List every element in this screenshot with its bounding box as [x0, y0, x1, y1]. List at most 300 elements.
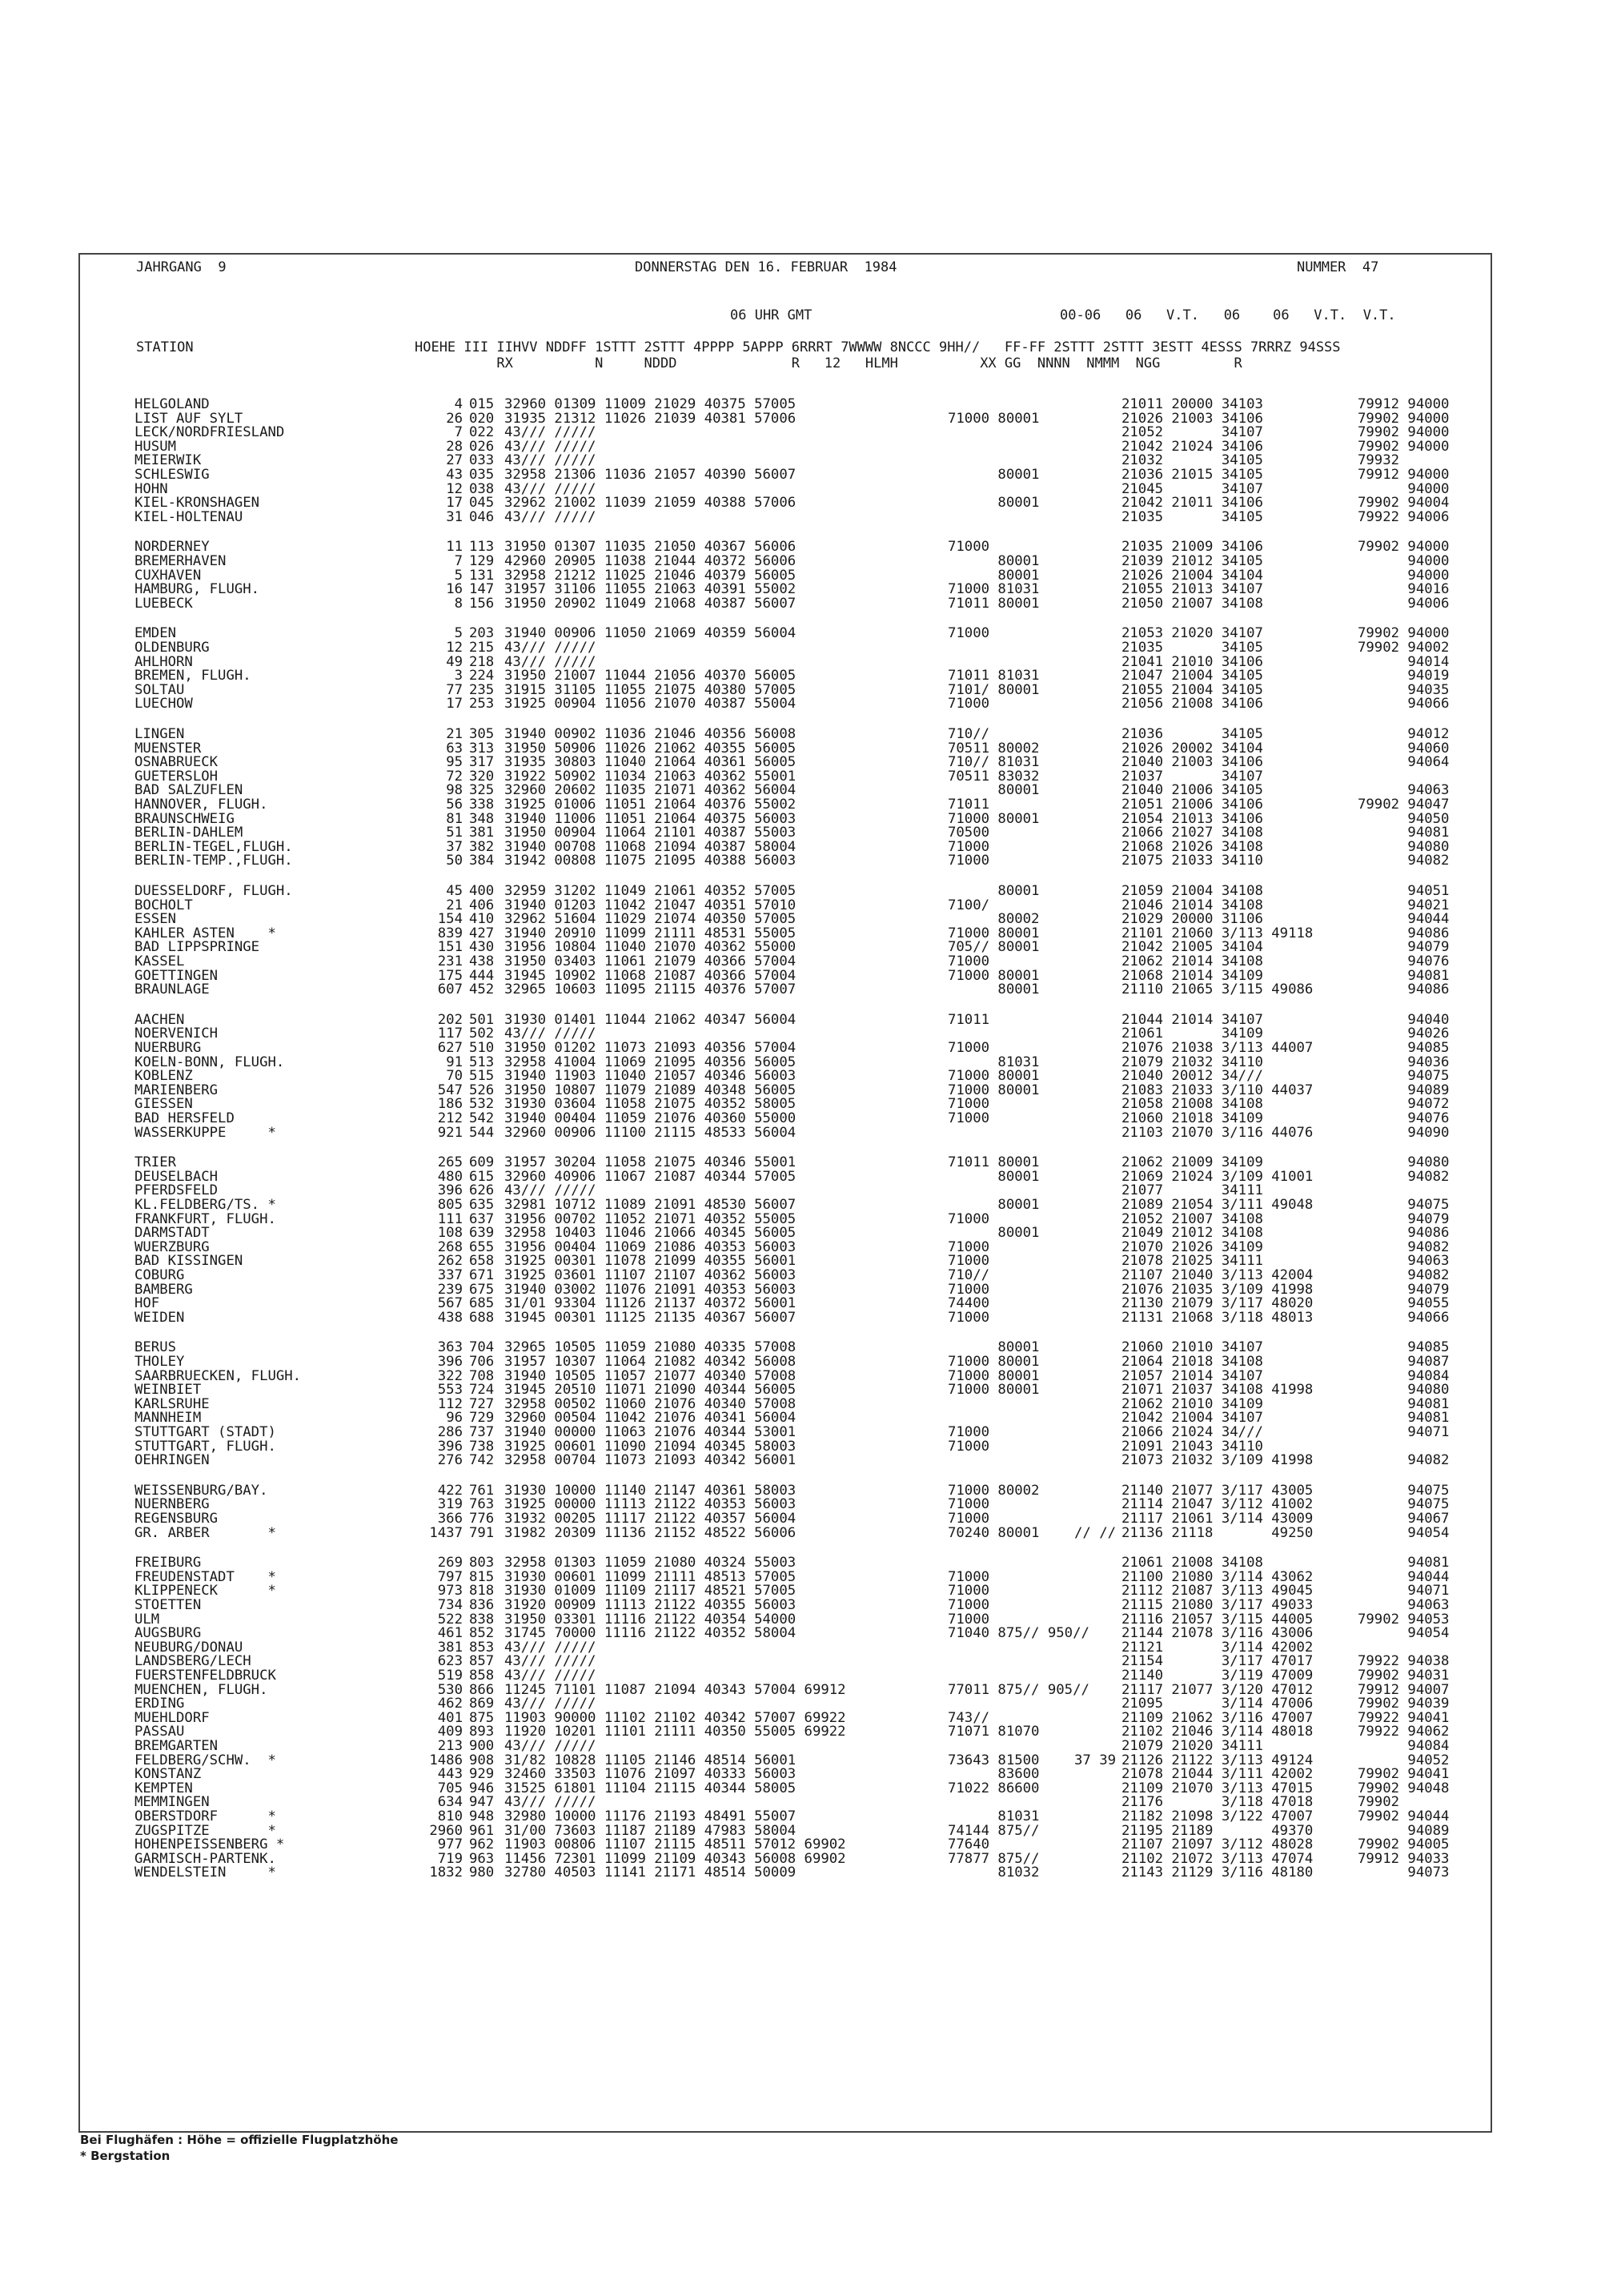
extreme-temp-groups: 21083 21033 3/110 44037 — [1122, 1082, 1314, 1098]
snow-groups: 94079 — [1358, 1281, 1450, 1298]
station-height: 95 — [446, 754, 463, 771]
extreme-temp-groups: 21102 21046 3/114 48018 — [1122, 1724, 1314, 1740]
synop-groups: 31925 00301 11078 21099 40355 56001 — [504, 1253, 796, 1270]
extreme-temp-groups: 21107 21097 3/112 48028 — [1122, 1836, 1314, 1853]
extreme-temp-groups: 21049 21012 34108 — [1122, 1225, 1263, 1242]
extreme-temp-groups: 21051 21006 34106 — [1122, 797, 1263, 813]
synop-groups: 32960 01309 11009 21029 40375 57005 — [504, 396, 796, 412]
station-height: 151 — [437, 939, 463, 956]
station-height: 522 — [437, 1611, 463, 1628]
extreme-temp-groups: 21076 21038 3/113 44007 — [1122, 1040, 1314, 1056]
station-index: 738 — [469, 1438, 495, 1455]
station-height: 56 — [446, 797, 463, 813]
station-index: 858 — [469, 1668, 495, 1684]
station-index: 706 — [469, 1354, 495, 1370]
station-index: 639 — [469, 1225, 495, 1242]
station-height: 96 — [446, 1410, 463, 1427]
synop-groups: 31957 30204 11058 21075 40346 55001 — [504, 1154, 796, 1171]
snow-groups: 94063 — [1358, 1253, 1450, 1270]
precip-cloud-groups: 70240 80001 — [948, 1524, 1040, 1541]
station-name: STOETTEN — [134, 1597, 202, 1613]
station-index: 776 — [469, 1511, 495, 1527]
snow-groups: 94085 — [1358, 1040, 1450, 1056]
station-name: AUGSBURG — [134, 1625, 202, 1642]
station-height: 12 — [446, 640, 463, 656]
extreme-temp-groups: 21011 20000 34103 — [1122, 396, 1263, 412]
station-name: MUENSTER — [134, 740, 202, 757]
station-name: WASSERKUPPE * — [134, 1124, 276, 1141]
station-height: 519 — [437, 1668, 463, 1684]
station-name: BERLIN-TEMP.,FLUGH. — [134, 853, 293, 869]
precip-cloud-groups: 7101/ 80001 — [948, 681, 1040, 698]
synop-groups: 31925 01006 11051 21064 40376 55002 — [504, 797, 796, 813]
extreme-temp-groups: 21110 21065 3/115 49086 — [1122, 981, 1314, 998]
synop-groups: 43/// ///// — [504, 1653, 596, 1670]
station-name: MARIENBERG — [134, 1082, 219, 1098]
precip-cloud-groups: 73643 81500 — [948, 1752, 1040, 1768]
precip-cloud-groups: 71011 80001 — [948, 1154, 1040, 1171]
extreme-temp-groups: 21109 21070 3/113 47015 — [1122, 1780, 1314, 1796]
extreme-temp-groups: 21117 21077 3/120 47012 — [1122, 1681, 1314, 1698]
station-height: 8 — [454, 595, 463, 612]
column-header-line2: RX N NDDD R 12 HLMH XX GG NNNN NMMM NGG R — [136, 355, 1242, 371]
precip-cloud-groups: 71000 80002 — [948, 1482, 1040, 1499]
station-name: HOHN — [134, 480, 168, 497]
station-index: 675 — [469, 1281, 495, 1298]
station-height: 11 — [446, 539, 463, 556]
station-name: MEIERWIK — [134, 452, 202, 469]
station-name: TRIER — [134, 1154, 177, 1171]
extreme-temp-groups: 21046 21014 34108 — [1122, 897, 1263, 913]
station-height: 112 — [437, 1395, 463, 1412]
station-index: 626 — [469, 1182, 495, 1199]
extreme-temp-groups: 21071 21037 34108 41998 — [1122, 1382, 1314, 1399]
precip-cloud-groups: 81031 — [948, 1054, 1040, 1070]
snow-groups: 94066 — [1358, 696, 1450, 712]
synop-groups: 31982 20309 11136 21152 48522 56006 — [504, 1524, 796, 1541]
synop-groups: 43/// ///// — [504, 1639, 596, 1656]
station-index: 893 — [469, 1724, 495, 1740]
synop-groups: 31935 21312 11026 21039 40381 57006 — [504, 410, 796, 427]
snow-groups: 94000 — [1358, 567, 1450, 584]
station-name: LIST AUF SYLT — [134, 410, 243, 427]
precip-cloud-groups: 71000 — [948, 1281, 990, 1298]
snow-groups: 94080 — [1358, 1154, 1450, 1171]
station-name: BAD LIPPSPRINGE — [134, 939, 260, 956]
synop-groups: 43/// ///// — [504, 480, 596, 497]
station-index: 946 — [469, 1780, 495, 1796]
station-index: 688 — [469, 1309, 495, 1326]
snow-groups: 79902 94000 — [1358, 410, 1450, 427]
precip-cloud-groups: 83600 — [948, 1766, 1040, 1783]
station-index: 129 — [469, 553, 495, 569]
synop-groups: 43/// ///// — [504, 1026, 596, 1042]
snow-groups: 79912 94007 — [1358, 1681, 1450, 1698]
snow-groups: 79902 94041 — [1358, 1766, 1450, 1783]
station-height: 12 — [446, 480, 463, 497]
snow-groups: 79902 94000 — [1358, 625, 1450, 642]
precip-cloud-groups: 71000 — [948, 1597, 990, 1613]
station-index: 113 — [469, 539, 495, 556]
station-height: 154 — [437, 911, 463, 928]
synop-groups: 31925 00904 11056 21070 40387 55004 — [504, 696, 796, 712]
precip-cloud-groups: 71000 80001 — [948, 1082, 1040, 1098]
station-height: 547 — [437, 1082, 463, 1098]
precip-cloud-groups: 71000 81031 — [948, 581, 1040, 598]
station-index: 671 — [469, 1267, 495, 1283]
snow-groups: 94072 — [1358, 1096, 1450, 1113]
extreme-temp-groups: 21144 21078 3/116 43006 — [1122, 1625, 1314, 1642]
snow-groups: 94081 — [1358, 1410, 1450, 1427]
snow-groups: 79902 94044 — [1358, 1808, 1450, 1824]
station-name: HELGOLAND — [134, 396, 210, 412]
synop-groups: 32960 00906 11100 21115 48533 56004 — [504, 1124, 796, 1141]
synop-groups: 31945 20510 11071 21090 40344 56005 — [504, 1382, 796, 1399]
precip-cloud-groups: 81032 — [948, 1864, 1040, 1881]
column-header-line1: STATION HOEHE III IIHVV NDDFF 1STTT 2STTT 4PPPP 5APPP 6RRRT 7WWWW 8NCCC 9HH// FF-FF 2STTT 2STTT 3ESTT 4ESSS 7RRRZ 94SSS — [136, 339, 1341, 355]
snow-groups: 94071 — [1358, 1424, 1450, 1440]
station-index: 727 — [469, 1395, 495, 1412]
synop-groups: 31950 20902 11049 21068 40387 56007 — [504, 595, 796, 612]
station-name: KAHLER ASTEN * — [134, 925, 276, 941]
station-index: 929 — [469, 1766, 495, 1783]
snow-groups: 94084 — [1358, 1367, 1450, 1384]
precip-cloud-groups: 71000 — [948, 953, 990, 969]
synop-groups: 31940 00902 11036 21046 40356 56008 — [504, 726, 796, 742]
extreme-temp-groups: 21112 21087 3/113 49045 — [1122, 1583, 1314, 1600]
group-header-right: 00-06 06 V.T. 06 06 V.T. V.T. — [1060, 307, 1396, 323]
extreme-temp-groups: 21042 21004 34107 — [1122, 1410, 1263, 1427]
extreme-temp-groups: 21079 21032 34110 — [1122, 1054, 1263, 1070]
precip-cloud-groups: 71011 80001 — [948, 595, 1040, 612]
snow-groups: 94090 — [1358, 1124, 1450, 1141]
station-height: 77 — [446, 681, 463, 698]
synop-groups: 32960 40906 11067 21087 40344 57005 — [504, 1168, 796, 1185]
station-name: WEIDEN — [134, 1309, 185, 1326]
extreme-temp-groups: 21029 20000 31106 — [1122, 911, 1263, 928]
station-index: 147 — [469, 581, 495, 598]
synop-groups: 31940 00708 11068 21094 40387 58004 — [504, 838, 796, 855]
station-index: 338 — [469, 797, 495, 813]
precip-cloud-groups: 71011 81031 — [948, 668, 1040, 684]
extreme-temp-groups: 21054 21013 34106 — [1122, 810, 1263, 827]
synop-groups: 31950 21007 11044 21056 40370 56005 — [504, 668, 796, 684]
station-name: AHLHORN — [134, 653, 193, 670]
station-name: OSNABRUECK — [134, 754, 219, 771]
synop-groups: 31940 10505 11057 21077 40340 57008 — [504, 1367, 796, 1384]
station-height: 480 — [437, 1168, 463, 1185]
precip-cloud-groups: 71011 — [948, 1011, 990, 1028]
station-name: DEUSELBACH — [134, 1168, 219, 1185]
precip-cloud-groups: 71000 — [948, 1611, 990, 1628]
synop-groups: 31940 00404 11059 21076 40360 55000 — [504, 1110, 796, 1126]
extreme-temp-groups: 21052 21007 34108 — [1122, 1210, 1263, 1227]
extreme-temp-groups: 21091 21043 34110 — [1122, 1438, 1263, 1455]
snow-groups: 94080 — [1358, 1382, 1450, 1399]
precip-cloud-groups: 80001 — [948, 981, 1040, 998]
date-label: DONNERSTAG DEN 16. FEBRUAR 1984 — [635, 259, 897, 275]
synop-groups: 31525 61801 11104 21115 40344 58005 — [504, 1780, 796, 1796]
station-index: 818 — [469, 1583, 495, 1600]
extreme-temp-groups: 21050 21007 34108 — [1122, 595, 1263, 612]
station-height: 567 — [437, 1295, 463, 1312]
snow-groups: 94081 — [1358, 825, 1450, 841]
station-name: OEHRINGEN — [134, 1452, 210, 1469]
station-height: 117 — [437, 1026, 463, 1042]
station-name: LUEBECK — [134, 595, 193, 612]
station-height: 91 — [446, 1054, 463, 1070]
station-name: NUERBURG — [134, 1040, 202, 1056]
station-height: 627 — [437, 1040, 463, 1056]
station-name: FUERSTENFELDBRUCK — [134, 1668, 276, 1684]
precip-cloud-groups: 80001 — [948, 495, 1040, 512]
synop-groups: 43/// ///// — [504, 424, 596, 441]
station-height: 269 — [437, 1555, 463, 1571]
wind-gust-group: // // — [1074, 1524, 1117, 1541]
synop-groups: 31922 50902 11034 21063 40362 55001 — [504, 768, 796, 785]
station-height: 7 — [454, 424, 463, 441]
extreme-temp-groups: 21040 21006 34105 — [1122, 782, 1263, 799]
station-height: 239 — [437, 1281, 463, 1298]
station-name: GR. ARBER * — [134, 1524, 276, 1541]
extreme-temp-groups: 21078 21044 3/111 42002 — [1122, 1766, 1314, 1783]
synop-groups: 32780 40503 11141 21171 48514 50009 — [504, 1864, 796, 1881]
station-index: 410 — [469, 911, 495, 928]
extreme-temp-groups: 21036 34105 — [1122, 726, 1263, 742]
station-height: 16 — [446, 581, 463, 598]
snow-groups: 94014 — [1358, 653, 1450, 670]
station-name: LECK/NORDFRIESLAND — [134, 424, 285, 441]
station-name: THOLEY — [134, 1354, 185, 1370]
synop-groups: 32980 10000 11176 21193 48491 55007 — [504, 1808, 796, 1824]
precip-cloud-groups: 71011 — [948, 797, 990, 813]
synop-groups: 31950 03301 11116 21122 40354 54000 — [504, 1611, 796, 1628]
station-height: 286 — [437, 1424, 463, 1440]
station-height: 175 — [437, 967, 463, 984]
station-index: 501 — [469, 1011, 495, 1028]
weather-table-sheet — [78, 253, 1492, 2133]
station-name: ERDING — [134, 1696, 185, 1712]
station-height: 973 — [437, 1583, 463, 1600]
synop-groups: 31956 00702 11052 21071 40352 55005 — [504, 1210, 796, 1227]
synop-groups: 31930 00601 11099 21111 48513 57005 — [504, 1568, 796, 1585]
station-name: BREMGARTEN — [134, 1738, 219, 1754]
station-name: GOETTINGEN — [134, 967, 219, 984]
station-index: 452 — [469, 981, 495, 998]
station-index: 325 — [469, 782, 495, 799]
extreme-temp-groups: 21041 21010 34106 — [1122, 653, 1263, 670]
extreme-temp-groups: 21126 21122 3/113 49124 — [1122, 1752, 1314, 1768]
station-height: 1437 — [429, 1524, 463, 1541]
station-index: 035 — [469, 467, 495, 483]
station-name: KLIPPENECK * — [134, 1583, 276, 1600]
precip-cloud-groups: 80001 — [948, 782, 1040, 799]
snow-groups: 94082 — [1358, 1267, 1450, 1283]
precip-cloud-groups: 71000 — [948, 1238, 990, 1255]
station-name: NEUBURG/DONAU — [134, 1639, 243, 1656]
station-height: 202 — [437, 1011, 463, 1028]
extreme-temp-groups: 21131 21068 3/118 48013 — [1122, 1309, 1314, 1326]
station-height: 553 — [437, 1382, 463, 1399]
synop-groups: 32962 21002 11039 21059 40388 57006 — [504, 495, 796, 512]
precip-cloud-groups: 705// 80001 — [948, 939, 1040, 956]
synop-groups: 32958 00502 11060 21076 40340 57008 — [504, 1395, 796, 1412]
precip-cloud-groups: 71000 80001 — [948, 1382, 1040, 1399]
snow-groups: 79902 94031 — [1358, 1668, 1450, 1684]
station-name: FREIBURG — [134, 1555, 202, 1571]
extreme-temp-groups: 21055 21013 34107 — [1122, 581, 1263, 598]
synop-groups: 31745 70000 11116 21122 40352 58004 — [504, 1625, 796, 1642]
synop-groups: 31930 03604 11058 21075 40352 58005 — [504, 1096, 796, 1113]
snow-groups: 94081 — [1358, 1555, 1450, 1571]
station-index: 020 — [469, 410, 495, 427]
snow-groups: 94044 — [1358, 1568, 1450, 1585]
precip-cloud-groups: 81031 — [948, 1808, 1040, 1824]
extreme-temp-groups: 21068 21014 34109 — [1122, 967, 1263, 984]
snow-groups: 94000 — [1358, 480, 1450, 497]
station-index: 215 — [469, 640, 495, 656]
synop-groups: 31945 10902 11068 21087 40366 57004 — [504, 967, 796, 984]
snow-groups: 94075 — [1358, 1068, 1450, 1085]
jahrgang-label: JAHRGANG 9 — [136, 259, 227, 275]
station-index: 857 — [469, 1653, 495, 1670]
station-name: SOLTAU — [134, 681, 185, 698]
synop-groups: 43/// ///// — [504, 653, 596, 670]
precip-cloud-groups: 74144 875// — [948, 1822, 1040, 1839]
extreme-temp-groups: 21032 34105 — [1122, 452, 1263, 469]
precip-cloud-groups: 80001 — [948, 1168, 1040, 1185]
station-name: BREMERHAVEN — [134, 553, 227, 569]
synop-groups: 43/// ///// — [504, 1182, 596, 1199]
station-index: 853 — [469, 1639, 495, 1656]
snow-groups: 94055 — [1358, 1295, 1450, 1312]
station-index: 320 — [469, 768, 495, 785]
station-index: 615 — [469, 1168, 495, 1185]
station-height: 977 — [437, 1836, 463, 1853]
precip-cloud-groups: 71000 80001 — [948, 925, 1040, 941]
wind-gust-group: 37 39 — [1074, 1752, 1117, 1768]
precip-cloud-groups: 71000 — [948, 1438, 990, 1455]
station-index: 224 — [469, 668, 495, 684]
synop-groups: 32962 51604 11029 21074 40350 57005 — [504, 911, 796, 928]
station-index: 852 — [469, 1625, 495, 1642]
station-index: 313 — [469, 740, 495, 757]
snow-groups: 94071 — [1358, 1583, 1450, 1600]
station-index: 962 — [469, 1836, 495, 1853]
extreme-temp-groups: 21055 21004 34105 — [1122, 681, 1263, 698]
extreme-temp-groups: 21061 34109 — [1122, 1026, 1263, 1042]
station-name: OLDENBURG — [134, 640, 210, 656]
extreme-temp-groups: 21078 21025 34111 — [1122, 1253, 1263, 1270]
synop-groups: 43/// ///// — [504, 508, 596, 525]
precip-cloud-groups: 71000 80001 — [948, 1367, 1040, 1384]
synop-groups: 43/// ///// — [504, 1794, 596, 1811]
station-index: 526 — [469, 1082, 495, 1098]
station-height: 5 — [454, 567, 463, 584]
synop-groups: 31925 00000 11113 21122 40353 56003 — [504, 1496, 796, 1513]
precip-cloud-groups: 80001 — [948, 553, 1040, 569]
extreme-temp-groups: 21103 21070 3/116 44076 — [1122, 1124, 1314, 1141]
extreme-temp-groups: 21154 3/117 47017 — [1122, 1653, 1314, 1670]
snow-groups: 94036 — [1358, 1054, 1450, 1070]
precip-cloud-groups: 80001 — [948, 1339, 1040, 1356]
station-name: NOERVENICH — [134, 1026, 219, 1042]
extreme-temp-groups: 21116 21057 3/115 44005 — [1122, 1611, 1314, 1628]
station-name: HANNOVER, FLUGH. — [134, 797, 268, 813]
extreme-temp-groups: 21140 21077 3/117 43005 — [1122, 1482, 1314, 1499]
precip-cloud-groups: 80001 — [948, 1197, 1040, 1213]
snow-groups: 94019 — [1358, 668, 1450, 684]
synop-groups: 43/// ///// — [504, 1738, 596, 1754]
station-index: 131 — [469, 567, 495, 584]
extreme-temp-groups: 21114 21047 3/112 41002 — [1122, 1496, 1314, 1513]
precip-cloud-groups: 71071 81070 — [948, 1724, 1040, 1740]
snow-groups: 79902 94048 — [1358, 1780, 1450, 1796]
snow-groups: 94016 — [1358, 581, 1450, 598]
station-index: 203 — [469, 625, 495, 642]
station-index: 532 — [469, 1096, 495, 1113]
station-name: PASSAU — [134, 1724, 185, 1740]
snow-groups: 79912 94033 — [1358, 1850, 1450, 1867]
station-name: PFERDSFELD — [134, 1182, 219, 1199]
station-name: LANDSBERG/LECH — [134, 1653, 251, 1670]
extreme-temp-groups: 21057 21014 34107 — [1122, 1367, 1263, 1384]
station-name: BOCHOLT — [134, 897, 193, 913]
synop-groups: 32958 00704 11073 21093 40342 56001 — [504, 1452, 796, 1469]
synop-groups: 32958 10403 11046 21066 40345 56005 — [504, 1225, 796, 1242]
station-index: 708 — [469, 1367, 495, 1384]
precip-cloud-groups: 710// — [948, 726, 990, 742]
snow-groups: 94082 — [1358, 853, 1450, 869]
snow-groups: 94082 — [1358, 1168, 1450, 1185]
synop-groups: 32981 10712 11089 21091 48530 56007 — [504, 1197, 796, 1213]
synop-groups: 32959 31202 11049 21061 40352 57005 — [504, 883, 796, 899]
synop-groups: 31920 00909 11113 21122 40355 56003 — [504, 1597, 796, 1613]
synop-groups: 31932 00205 11117 21122 40357 56004 — [504, 1511, 796, 1527]
snow-groups: 94079 — [1358, 939, 1450, 956]
snow-groups: 94044 — [1358, 911, 1450, 928]
synop-groups: 31935 30803 11040 21064 40361 56005 — [504, 754, 796, 771]
snow-groups: 79922 94062 — [1358, 1724, 1450, 1740]
station-name: FELDBERG/SCHW. * — [134, 1752, 276, 1768]
synop-groups: 31925 03601 11107 21107 40362 56003 — [504, 1267, 796, 1283]
station-name: LUECHOW — [134, 696, 193, 712]
precip-cloud-groups: 71000 80001 — [948, 810, 1040, 827]
snow-groups: 94000 — [1358, 553, 1450, 569]
station-name: ESSEN — [134, 911, 177, 928]
snow-groups: 94052 — [1358, 1752, 1450, 1768]
station-name: BRAUNLAGE — [134, 981, 210, 998]
precip-cloud-groups: 71000 — [948, 1309, 990, 1326]
station-index: 015 — [469, 396, 495, 412]
station-name: BERUS — [134, 1339, 177, 1356]
station-name: ZUGSPITZE * — [134, 1822, 276, 1839]
synop-groups: 31957 31106 11055 21063 40391 55002 — [504, 581, 796, 598]
station-index: 948 — [469, 1808, 495, 1824]
station-height: 70 — [446, 1068, 463, 1085]
station-name: MUEHLDORF — [134, 1709, 210, 1726]
station-name: BAMBERG — [134, 1281, 193, 1298]
station-name: MUENCHEN, FLUGH. — [134, 1681, 268, 1698]
snow-groups: 94079 — [1358, 1210, 1450, 1227]
precip-cloud-groups: 71000 — [948, 1424, 990, 1440]
extreme-temp-groups: 21136 21118 49250 — [1122, 1524, 1314, 1541]
station-height: 37 — [446, 838, 463, 855]
station-index: 513 — [469, 1054, 495, 1070]
extreme-temp-groups: 21073 21032 3/109 41998 — [1122, 1452, 1314, 1469]
extreme-temp-groups: 21075 21033 34110 — [1122, 853, 1263, 869]
station-name: DUESSELDORF, FLUGH. — [134, 883, 293, 899]
